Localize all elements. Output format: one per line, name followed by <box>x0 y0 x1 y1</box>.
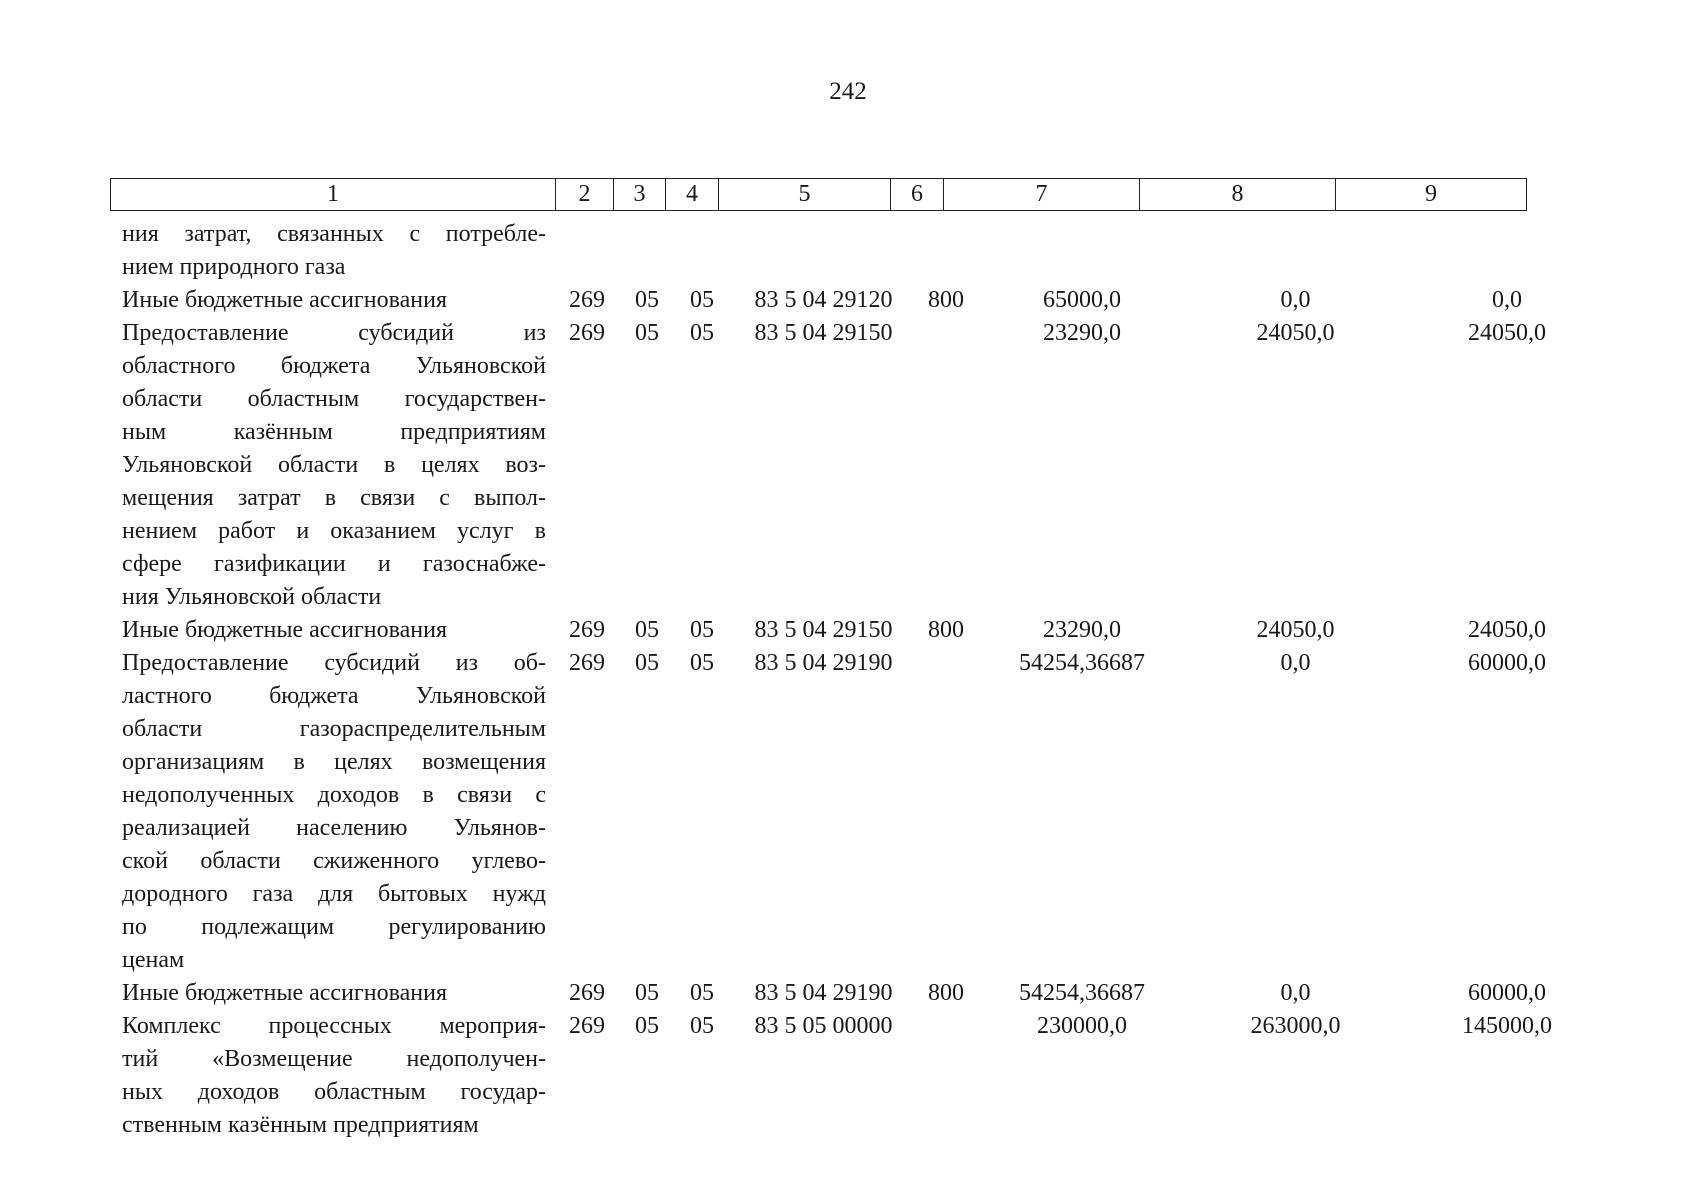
page-number: 242 <box>829 78 867 105</box>
row-description <box>110 317 554 614</box>
cell-col-3: 05 <box>635 287 659 313</box>
table-row <box>110 284 1612 317</box>
row-description <box>110 647 554 977</box>
header-cell-2: 2 <box>555 179 613 210</box>
row-description <box>110 614 554 647</box>
description-line: организациям в целях возмещения <box>122 749 546 775</box>
description-line: ценам <box>122 947 185 973</box>
table-row <box>110 977 1612 1010</box>
cell-col-6 <box>917 317 975 614</box>
cell-col-6: 800 <box>928 980 964 1006</box>
cell-col-4: 05 <box>690 320 714 346</box>
header-cell-5: 5 <box>718 179 890 210</box>
description-line: ластного бюджета Ульяновской <box>122 683 546 709</box>
description-line: нием природного газа <box>122 254 346 280</box>
cell-col-4: 05 <box>690 980 714 1006</box>
cell-col-9 <box>1402 218 1612 284</box>
cell-col-7 <box>975 218 1189 284</box>
header-cell-8: 8 <box>1139 179 1335 210</box>
cell-col-9: 60000,0 <box>1468 980 1546 1006</box>
table-row <box>110 614 1612 647</box>
cell-col-3: 05 <box>635 320 659 346</box>
cell-col-5: 83 5 05 00000 <box>754 1013 893 1039</box>
description-line: тий «Возмещение недополучен- <box>122 1046 546 1072</box>
description-line: Предоставление субсидий из об- <box>122 650 546 676</box>
description-line: Предоставление субсидий из <box>122 320 546 346</box>
description-line: ных доходов областным государ- <box>122 1079 546 1105</box>
description-line: Иные бюджетные ассигнования <box>122 980 447 1006</box>
cell-col-5: 83 5 04 29190 <box>754 980 893 1006</box>
row-description <box>110 284 554 317</box>
cell-col-4: 05 <box>690 1013 714 1039</box>
cell-col-7: 54254,36687 <box>1019 650 1145 676</box>
cell-col-9: 145000,0 <box>1462 1013 1552 1039</box>
cell-col-4 <box>674 218 730 284</box>
cell-col-2: 269 <box>569 1013 605 1039</box>
table-header <box>110 178 1527 211</box>
table-row <box>110 1010 1612 1142</box>
cell-col-3: 05 <box>635 650 659 676</box>
cell-col-6: 800 <box>928 617 964 643</box>
cell-col-2 <box>554 218 620 284</box>
row-description <box>110 1010 554 1142</box>
cell-col-2: 269 <box>569 320 605 346</box>
description-line: области областным государствен- <box>122 386 546 412</box>
description-line: Комплекс процессных мероприя- <box>122 1013 546 1039</box>
table-body <box>110 218 1612 1142</box>
cell-col-8: 24050,0 <box>1256 320 1335 346</box>
cell-col-8: 0,0 <box>1280 650 1311 676</box>
header-cell-6: 6 <box>890 179 943 210</box>
cell-col-2: 269 <box>569 287 605 313</box>
cell-col-5: 83 5 04 29120 <box>754 287 893 313</box>
cell-col-8: 0,0 <box>1280 287 1311 313</box>
description-line: ния Ульяновской области <box>122 584 382 610</box>
description-line: ской области сжиженного углево- <box>122 848 546 874</box>
cell-col-8: 263000,0 <box>1250 1013 1341 1039</box>
cell-col-6: 800 <box>928 287 964 313</box>
cell-col-3: 05 <box>635 1013 659 1039</box>
description-line: нением работ и оказанием услуг в <box>122 518 546 544</box>
row-description <box>110 218 554 284</box>
cell-col-5: 83 5 04 29190 <box>754 650 893 676</box>
description-line: ственным казённым предприятиям <box>122 1112 479 1138</box>
cell-col-8: 24050,0 <box>1256 617 1335 643</box>
cell-col-7: 230000,0 <box>1037 1013 1127 1039</box>
cell-col-7: 65000,0 <box>1043 287 1121 313</box>
cell-col-6 <box>917 1010 975 1142</box>
cell-col-6 <box>917 218 975 284</box>
description-line: реализацией населению Ульянов- <box>122 815 546 841</box>
cell-col-2: 269 <box>569 617 605 643</box>
header-cell-1: 1 <box>110 179 555 210</box>
description-line: по подлежащим регулированию <box>122 914 546 940</box>
cell-col-2: 269 <box>569 650 605 676</box>
cell-col-9: 24050,0 <box>1468 617 1546 643</box>
cell-col-4: 05 <box>690 287 714 313</box>
description-line: мещения затрат в связи с выпол- <box>122 485 546 511</box>
cell-col-4: 05 <box>690 650 714 676</box>
cell-col-3: 05 <box>635 617 659 643</box>
description-line: ным казённым предприятиям <box>122 419 546 445</box>
description-line: Иные бюджетные ассигнования <box>122 617 447 643</box>
cell-col-8 <box>1189 218 1402 284</box>
header-cell-4: 4 <box>665 179 718 210</box>
table-row <box>110 218 1612 284</box>
cell-col-7: 54254,36687 <box>1019 980 1145 1006</box>
cell-col-3: 05 <box>635 980 659 1006</box>
cell-col-3 <box>620 218 674 284</box>
table-row <box>110 647 1612 977</box>
description-line: Иные бюджетные ассигнования <box>122 287 447 313</box>
row-description <box>110 977 554 1010</box>
cell-col-7: 23290,0 <box>1043 320 1121 346</box>
cell-col-2: 269 <box>569 980 605 1006</box>
cell-col-9: 0,0 <box>1492 287 1522 313</box>
cell-col-5: 83 5 04 29150 <box>754 320 893 346</box>
header-cell-7: 7 <box>943 179 1139 210</box>
cell-col-8: 0,0 <box>1280 980 1311 1006</box>
description-line: ния затрат, связанных с потребле- <box>122 221 546 247</box>
cell-col-4: 05 <box>690 617 714 643</box>
description-line: Ульяновской области в целях воз- <box>122 452 546 478</box>
cell-col-5 <box>730 218 917 284</box>
cell-col-6 <box>917 647 975 977</box>
cell-col-9: 24050,0 <box>1468 320 1546 346</box>
description-line: областного бюджета Ульяновской <box>122 353 546 379</box>
header-cell-3: 3 <box>613 179 665 210</box>
cell-col-5: 83 5 04 29150 <box>754 617 893 643</box>
table-row <box>110 317 1612 614</box>
cell-col-9: 60000,0 <box>1468 650 1546 676</box>
description-line: дородного газа для бытовых нужд <box>122 881 546 907</box>
description-line: недополученных доходов в связи с <box>122 782 546 808</box>
cell-col-7: 23290,0 <box>1043 617 1121 643</box>
header-cell-9: 9 <box>1335 179 1527 210</box>
description-line: области газораспределительным <box>122 716 546 742</box>
description-line: сфере газификации и газоснабже- <box>122 551 546 577</box>
